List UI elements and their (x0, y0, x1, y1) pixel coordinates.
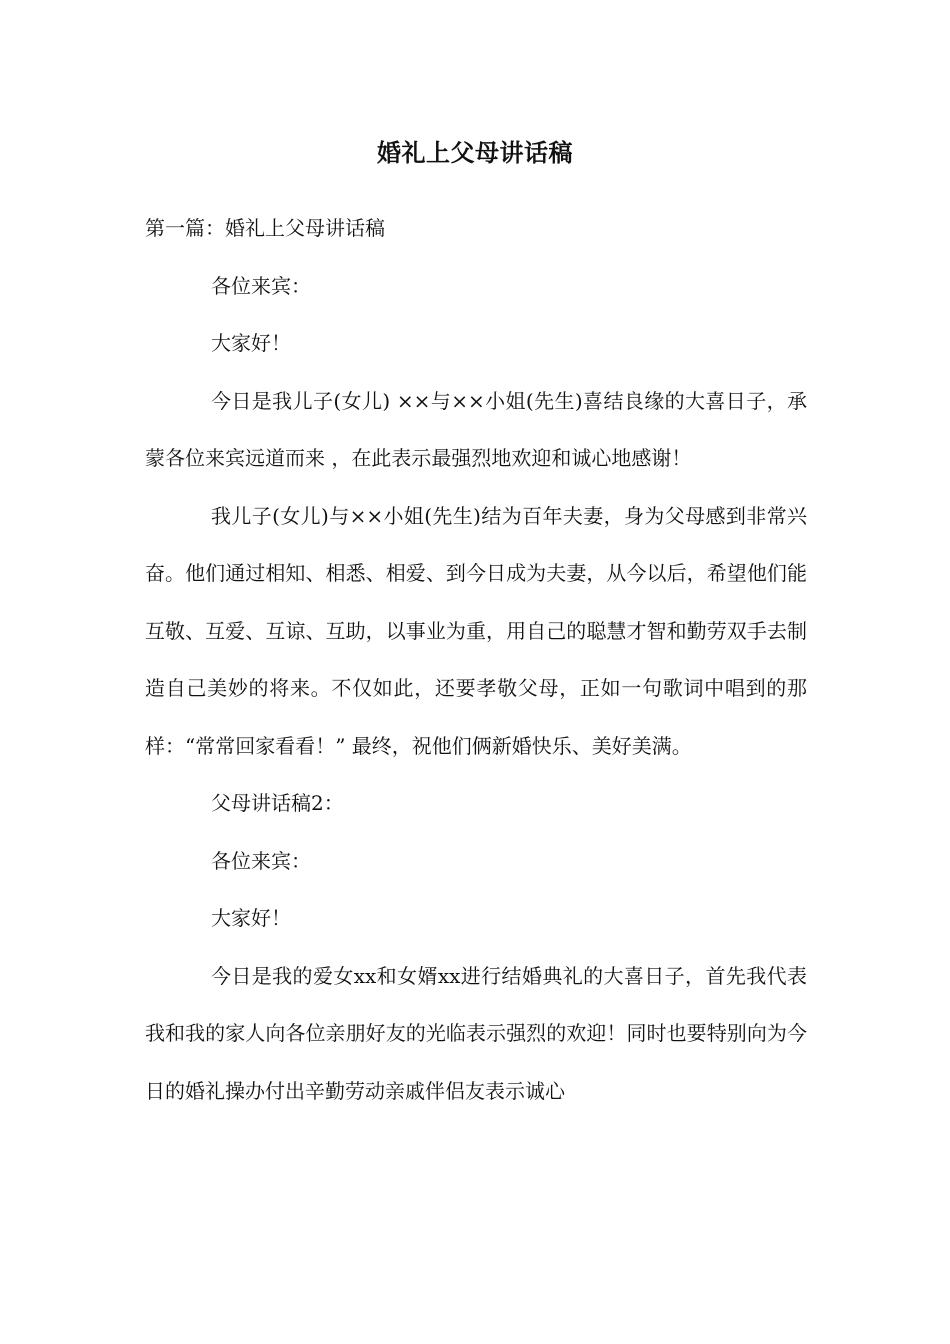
body-paragraph: 今日是我的爱女xx和女婿xx进行结婚典礼的大喜日子，首先我代表我和我的家人向各位亲朋好友的光临表示强烈的欢迎！同时也要特别向为今日的婚礼操办付出辛勤劳动亲戚伴侣友表示诚心 (145, 963, 807, 1103)
section-heading-2: 父母讲话稿2： (211, 791, 344, 815)
salutation: 各位来宾： (211, 273, 311, 298)
greeting: 大家好！ (211, 331, 291, 355)
body-paragraph: 我儿子(女儿)与××小姐(先生)结为百年夫妻，身为父母感到非常兴奋。他们通过相知、相悉、相爱、到今日成为夫妻，从今以后，希望他们能互敬、互爱、互谅、互助，以事业为重，用自己的聪慧才智和勤劳双手去制造自己美妙的将来。不仅如此，还要孝敬父母，正如一句歌词中唱到的那样：“常常回家看看！” 最终，祝他们俩新婚快乐、美好美满。 (145, 503, 807, 758)
body-paragraph: 今日是我儿子(女儿) ××与××小姐(先生)喜结良缘的大喜日子，承蒙各位来宾远道而来 ，在此表示最强烈地欢迎和诚心地感谢！ (145, 388, 807, 470)
document-title: 婚礼上父母讲话稿 (377, 138, 573, 167)
salutation: 各位来宾： (211, 848, 311, 873)
section-heading: 第一篇：婚礼上父母讲话稿 (145, 216, 385, 240)
document-body (145, 200, 807, 1120)
greeting: 大家好！ (211, 906, 291, 930)
